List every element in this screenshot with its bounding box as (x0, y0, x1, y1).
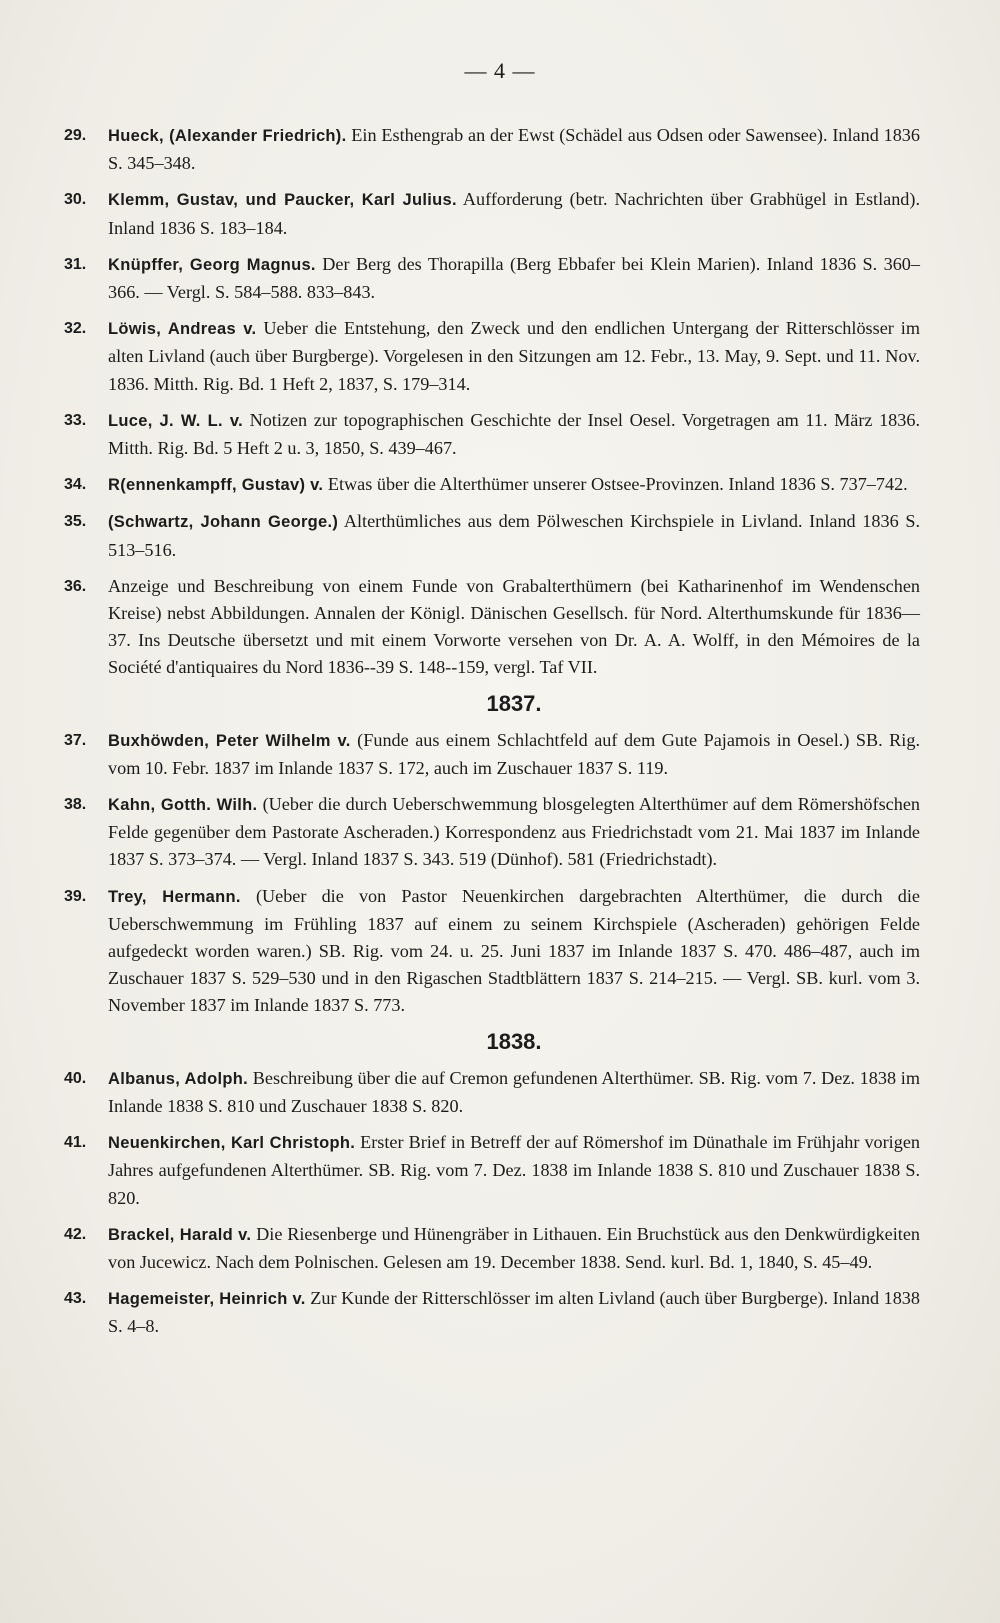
entry-number: 34. (64, 476, 87, 494)
entry-text: Ein Esthengrab an der Ewst (Schädel aus Odsen oder Sawensee). Inland 1836 S. 345–348. (108, 125, 920, 174)
bibliography-entry (64, 1129, 920, 1212)
entry-text: Notizen zur topographischen Geschichte der Insel Oesel. Vorgetragen am 11. März 1836. Mitth. Rig. Bd. 5 Heft 2 u. 3, 1850, S. 439–467. (108, 409, 920, 459)
entry-author: Löwis, Andreas v. (108, 320, 257, 339)
entry-author: Trey, Hermann. (108, 887, 241, 906)
bibliography-entry (64, 407, 920, 462)
bibliography-entry (64, 573, 920, 682)
entry-author: Hagemeister, Heinrich v. (108, 1290, 306, 1309)
bibliography-entry (64, 883, 920, 1020)
entry-author: Kahn, Gotth. Wilh. (108, 796, 258, 815)
entry-text: Aufforderung (betr. Nachrichten über Grabhügel in Estland). Inland 1836 S. 183–184. (108, 189, 920, 238)
entry-number: 43. (64, 1290, 87, 1308)
entry-number: 29. (64, 127, 87, 144)
year-heading: 1838. (486, 1028, 542, 1054)
entry-author: (Schwartz, Johann George.) (108, 513, 339, 532)
entry-author: Buxhöwden, Peter Wilhelm v. (108, 731, 351, 750)
entry-number: 30. (64, 191, 87, 209)
entry-text: Erster Brief in Betreff der auf Römershof im Dünathale im Frühjahr vorigen Jahres aufgefundenen Alterthümer. SB. Rig. vom 7. Dez. 1838 im Inlande 1838 S. 810 und Zuschauer 1838 S. 820. (108, 1132, 920, 1208)
entry-author: Klemm, Gustav, und Paucker, Karl Julius. (108, 191, 457, 210)
entry-number: 39. (64, 887, 87, 905)
entry-number: 31. (64, 255, 87, 273)
entry-number: 40. (64, 1069, 87, 1087)
entry-number: 33. (64, 411, 87, 429)
bibliography-entry (64, 251, 920, 306)
entry-text: (Funde aus einem Schlachtfeld auf dem Gute Pajamois in Oesel.) SB. Rig. vom 10. Febr. 1837 im Inlande 1837 S. 172, auch im Zuschauer 1837 S. 119. (108, 729, 920, 778)
year-heading: 1837. (486, 690, 542, 716)
entry-number: 35. (64, 513, 87, 531)
entry-text: Ueber die Entstehung, den Zweck und den endlichen Untergang der Ritterschlösser im alten Livland (auch über Burgberge). Vorgelesen in den Sitzungen am 12. Febr., 13. May, 9. Sept. und 11. Nov. 1836. Mitth. Rig. Bd. 1 Heft 2, 1837, S. 179–314. (108, 318, 920, 394)
entry-text: Beschreibung über die auf Cremon gefundenen Alterthümer. SB. Rig. vom 7. Dez. 1838 im Inlande 1838 S. 810 und Zuschauer 1838 S. 820. (108, 1067, 920, 1116)
bibliography-entry (64, 1285, 920, 1340)
entry-author: R(ennenkampff, Gustav) v. (108, 476, 324, 495)
bibliography-entry (64, 508, 920, 563)
entry-number: 42. (64, 1225, 87, 1243)
entry-text: Zur Kunde der Ritterschlösser im alten Livland (auch über Burgberge). Inland 1838 S. 4–8. (108, 1288, 920, 1337)
entry-author: Knüpffer, Georg Magnus. (108, 255, 316, 274)
bibliography-entry (64, 122, 920, 177)
bibliography-entry (64, 1221, 920, 1276)
bibliography-entry (64, 1065, 920, 1120)
entry-author: Albanus, Adolph. (108, 1069, 249, 1088)
entry-number: 41. (64, 1134, 87, 1152)
page-number: — 4 — (464, 58, 536, 83)
bibliography-entry (64, 315, 920, 398)
entry-text: Anzeige und Beschreibung von einem Funde von Grabalterthümern (bei Katharinenhof im Wendenschen Kreise) nebst Abbildungen. Annalen der Königl. Dänischen Gesellsch. für Nord. Alterthumskunde für 1836—37. Ins Deutsche übersetzt und mit einem Vorworte versehen von Dr. A. A. Wolff, in den Mémoires de la Société d'antiquaires du Nord 1836--39 S. 148--159, vergl. Taf VII. (108, 575, 920, 678)
entry-author: Hueck, (Alexander Friedrich). (108, 127, 347, 145)
entry-text: (Ueber die von Pastor Neuenkirchen dargebrachten Alterthümer, die durch die Ueberschwemmung im Frühling 1837 auf einem zu seinem Kirchspiele (Ascheraden) gehörigen Felde aufgedeckt worden waren.) SB. Rig. vom 24. u. 25. Juni 1837 im Inlande 1837 S. 470. 486–487, auch im Zuschauer 1837 S. 529–530 und in den Rigaschen Stadtblättern 1837 S. 214–215. — Vergl. SB. kurl. vom 3. November 1837 im Inlande 1837 S. 773. (108, 885, 920, 1016)
entry-text: Alterthümliches aus dem Pölweschen Kirchspiele in Livland. Inland 1836 S. 513–516. (108, 511, 920, 560)
bibliography-entry (64, 727, 920, 782)
bibliography-entry (64, 186, 920, 241)
entry-number: 37. (64, 731, 87, 749)
entry-text: Etwas über die Alterthümer unserer Ostsee-Provinzen. Inland 1836 S. 737–742. (323, 474, 908, 495)
entry-author: Neuenkirchen, Karl Christoph. (108, 1134, 356, 1153)
entry-author: Brackel, Harald v. (108, 1225, 252, 1244)
entry-text: Die Riesenberge und Hünengräber in Lithauen. Ein Bruchstück aus den Denkwürdigkeiten von Jucewicz. Nach dem Polnischen. Gelesen am 19. December 1838. Send. kurl. Bd. 1, 1840, S. 45–49. (108, 1223, 920, 1272)
entry-text: Der Berg des Thorapilla (Berg Ebbafer bei Klein Marien). Inland 1836 S. 360–366. — Vergl. S. 584–588. 833–843. (108, 253, 920, 303)
bibliography-entry (64, 471, 920, 499)
bibliography-entry (64, 791, 920, 874)
entry-text: (Ueber die durch Ueberschwemmung blosgelegten Alterthümer auf dem Römershöfschen Felde gegenüber dem Pastorate Ascheraden.) Korrespondenz aus Friedrichstadt vom 21. Mai 1837 im Inlande 1837 S. 373–374. — Vergl. Inland 1837 S. 343. 519 (Dünhof). 581 (Friedrichstadt). (108, 794, 920, 870)
bibliography-list (64, 122, 920, 1350)
entry-number: 36. (64, 577, 87, 595)
entry-author: Luce, J. W. L. v. (108, 411, 243, 430)
entry-number: 32. (64, 320, 87, 338)
entry-number: 38. (64, 796, 87, 814)
